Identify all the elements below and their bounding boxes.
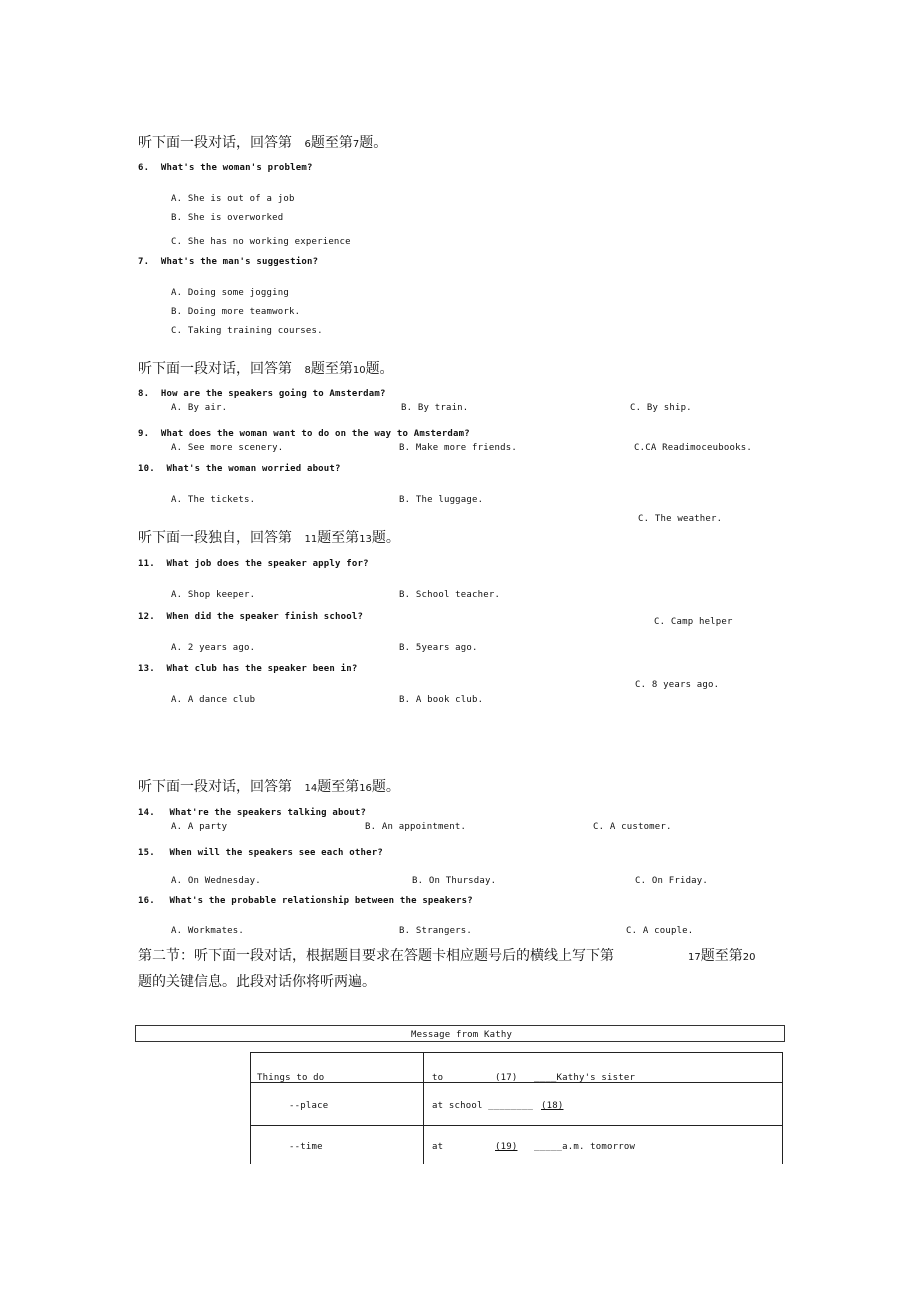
table-row-label: --place xyxy=(289,1101,329,1111)
table-border-left xyxy=(250,1052,251,1164)
option-11a: A. Shop keeper. xyxy=(171,590,256,600)
section-mid: 题至第 xyxy=(310,135,353,151)
question-text: What's the woman worried about? xyxy=(166,464,341,474)
question-text: What's the probable relationship between the speakers? xyxy=(169,896,473,906)
question-10 xyxy=(138,464,341,474)
option-14a: A. A party xyxy=(171,822,228,832)
section-header xyxy=(138,776,400,796)
question-15 xyxy=(138,848,383,858)
section-post: 题。 xyxy=(365,361,394,377)
option-9a: A. See more scenery. xyxy=(171,443,284,453)
question-text: How are the speakers going to Amsterdam? xyxy=(160,389,386,399)
section-header-text: 听下面一段对话，回答第 xyxy=(138,135,292,151)
question-8 xyxy=(138,389,386,399)
part2-instruction-line1 xyxy=(138,945,614,965)
question-14 xyxy=(138,808,366,818)
question-number: 8. xyxy=(138,389,150,399)
option-16a: A. Workmates. xyxy=(171,926,245,936)
option-12a: A. 2 years ago. xyxy=(171,643,256,653)
part2-text: 第二节：听下面一段对话，根据题目要求在答题卡相应题号后的横线上写下第 xyxy=(138,948,614,964)
option-7c: C. Taking training courses. xyxy=(171,326,323,336)
question-text: When did the speaker finish school? xyxy=(166,612,364,622)
section-mid: 题至第 xyxy=(317,530,360,546)
option-15c: C. On Friday. xyxy=(635,876,709,886)
option-8c: C. By ship. xyxy=(630,403,692,413)
table-row-suffix: _____a.m. tomorrow xyxy=(534,1142,636,1152)
question-9 xyxy=(138,429,470,439)
section-header xyxy=(138,132,387,152)
answer-blank-19[interactable]: (19) xyxy=(495,1142,518,1152)
section-post: 题。 xyxy=(371,779,400,795)
section-mid: 题至第 xyxy=(317,779,360,795)
option-6c: C. She has no working experience xyxy=(171,237,351,247)
part2-to: 20 xyxy=(742,952,756,963)
table-border-middle xyxy=(423,1052,424,1164)
question-12 xyxy=(138,612,363,622)
section-header xyxy=(138,358,394,378)
question-16 xyxy=(138,896,473,906)
section-from: 11 xyxy=(304,534,318,545)
question-number: 14. xyxy=(138,808,155,818)
question-text: What're the speakers talking about? xyxy=(169,808,367,818)
message-title: Message from Kathy xyxy=(411,1030,513,1040)
table-row-prefix: to xyxy=(432,1073,444,1083)
question-number: 7. xyxy=(138,257,150,267)
question-number: 11. xyxy=(138,559,155,569)
section-header xyxy=(138,527,400,547)
table-row-label: --time xyxy=(289,1142,323,1152)
question-11 xyxy=(138,559,369,569)
part2-instruction-line2: 题的关键信息。此段对话你将听两遍。 xyxy=(138,974,376,990)
section-post: 题。 xyxy=(371,530,400,546)
question-number: 16. xyxy=(138,896,155,906)
question-text: What club has the speaker been in? xyxy=(166,664,358,674)
question-number: 10. xyxy=(138,464,155,474)
question-6 xyxy=(138,163,313,173)
section-from: 6 xyxy=(304,139,311,150)
table-border-top xyxy=(250,1052,783,1053)
table-row-prefix: at school ________ xyxy=(432,1101,534,1111)
table-row-label: Things to do xyxy=(257,1073,325,1083)
section-to: 7 xyxy=(352,139,360,150)
question-text: What's the man's suggestion? xyxy=(160,257,319,267)
section-to: 16 xyxy=(359,783,372,794)
section-to: 13 xyxy=(359,534,372,545)
section-mid: 题至第 xyxy=(310,361,353,377)
option-15b: B. On Thursday. xyxy=(412,876,497,886)
option-16c: C. A couple. xyxy=(626,926,694,936)
question-text: When will the speakers see each other? xyxy=(169,848,383,858)
option-14c: C. A customer. xyxy=(593,822,672,832)
option-6b: B. She is overworked xyxy=(171,213,284,223)
answer-blank-17[interactable]: (17) xyxy=(495,1073,518,1083)
question-number: 13. xyxy=(138,664,155,674)
part2-question-range xyxy=(688,945,755,965)
option-9c: C.CA Readimoceubooks. xyxy=(634,443,752,453)
section-header-text: 听下面一段对话，回答第 xyxy=(138,779,292,795)
option-8b: B. By train. xyxy=(401,403,469,413)
option-16b: B. Strangers. xyxy=(399,926,473,936)
answer-blank-18[interactable]: (18) xyxy=(541,1101,564,1111)
question-number: 15. xyxy=(138,848,155,858)
section-header-text: 听下面一段对话，回答第 xyxy=(138,361,292,377)
part2-mid: 题至第 xyxy=(700,948,743,964)
question-text: What job does the speaker apply for? xyxy=(166,559,369,569)
question-13 xyxy=(138,664,358,674)
question-number: 9. xyxy=(138,429,150,439)
table-border-right xyxy=(782,1052,783,1164)
question-number: 6. xyxy=(138,163,150,173)
option-10a: A. The tickets. xyxy=(171,495,256,505)
option-12c: C. 8 years ago. xyxy=(635,680,720,690)
section-from: 14 xyxy=(304,783,318,794)
section-to: 10 xyxy=(352,365,366,376)
option-7a: A. Doing some jogging xyxy=(171,288,289,298)
option-6a: A. She is out of a job xyxy=(171,194,295,204)
option-12b: B. 5years ago. xyxy=(399,643,478,653)
table-border-row2 xyxy=(250,1125,783,1126)
option-13a: A. A dance club xyxy=(171,695,256,705)
option-7b: B. Doing more teamwork. xyxy=(171,307,301,317)
question-number: 12. xyxy=(138,612,155,622)
table-row-suffix: ____Kathy's sister xyxy=(534,1073,636,1083)
option-8a: A. By air. xyxy=(171,403,228,413)
section-from: 8 xyxy=(304,365,311,376)
part2-from: 17 xyxy=(688,952,701,963)
question-7 xyxy=(138,257,318,267)
table-row-prefix: at xyxy=(432,1142,444,1152)
option-14b: B. An appointment. xyxy=(365,822,467,832)
section-header-text: 听下面一段独自，回答第 xyxy=(138,530,292,546)
option-11b: B. School teacher. xyxy=(399,590,501,600)
question-text: What's the woman's problem? xyxy=(160,163,313,173)
option-9b: B. Make more friends. xyxy=(399,443,517,453)
question-text: What does the woman want to do on the way to Amsterdam? xyxy=(160,429,470,439)
option-11c: C. Camp helper xyxy=(654,617,733,627)
option-13b: B. A book club. xyxy=(399,695,484,705)
option-15a: A. On Wednesday. xyxy=(171,876,261,886)
section-post: 题。 xyxy=(359,135,388,151)
option-10c: C. The weather. xyxy=(638,514,723,524)
option-10b: B. The luggage. xyxy=(399,495,484,505)
